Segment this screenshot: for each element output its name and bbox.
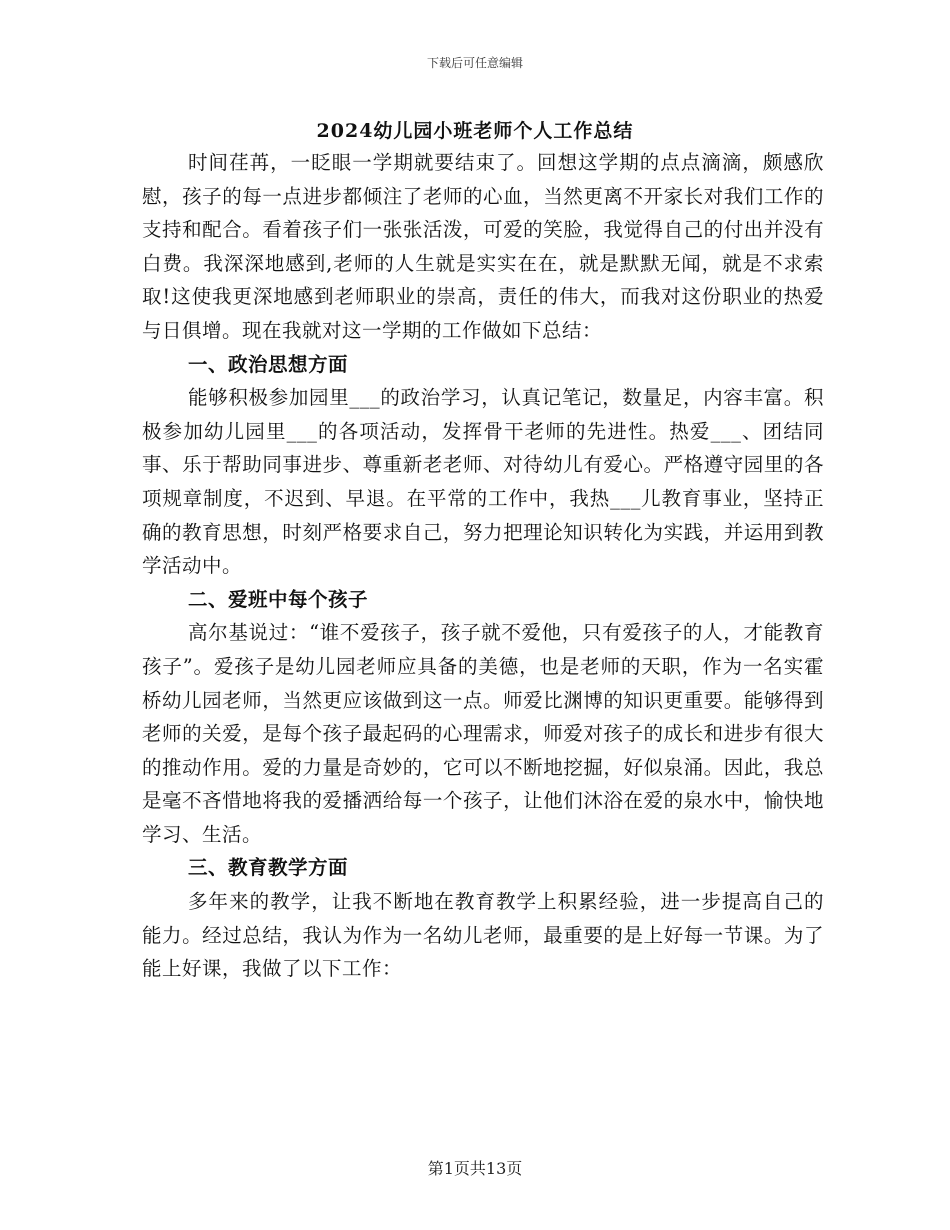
intro-paragraph: 时间荏苒，一眨眼一学期就要结束了。回想这学期的点点滴滴，颇感欣慰，孩子的每一点进步都倾注了老师的心血，当然更离不开家长对我们工作的支持和配合。看着孩子们一张张活泼，可爱的笑脸，我觉得自己的付出并没有白费。我深深地感到,老师的人生就是实实在在，就是默默无闻，就是不求索取!这使我更深地感到老师职业的崇高，责任的伟大，而我对这份职业的热爱与日俱增。现在我就对这一学期的工作做如下总结： — [142, 151, 824, 342]
document-body — [142, 146, 824, 986]
section-heading-teaching: 三、教育教学方面 — [188, 856, 349, 880]
politics-paragraph: 能够积极参加园里___的政治学习，认真记笔记，数量足，内容丰富。积极参加幼儿园里___的各项活动，发挥骨干老师的先进性。热爱___、团结同事、乐于帮助同事进步、尊重新老老师、对待幼儿有爱心。严格遵守园里的各项规章制度，不迟到、早退。在平常的工作中，我热___儿教育事业，坚持正确的教育思想，时刻严格要求自己，努力把理论知识转化为实践，并运用到教学活动中。 — [142, 386, 824, 578]
download-note: 下载后可任意编辑 — [426, 56, 523, 70]
document-title: 2024幼儿园小班老师个人工作总结 — [316, 120, 634, 142]
section-heading-politics: 一、政治思想方面 — [188, 352, 349, 376]
section-heading-love-children: 二、爱班中每个孩子 — [188, 587, 369, 611]
page-number: 第1页共13页 — [427, 1159, 523, 1178]
love-children-paragraph: 高尔基说过：“谁不爱孩子，孩子就不爱他，只有爱孩子的人，才能教育孩子”。爱孩子是幼儿园老师应具备的美德，也是老师的天职，作为一名实霍桥幼儿园老师，当然更应该做到这一点。师爱比渊博的知识更重要。能够得到老师的关爱，是每个孩子最起码的心理需求，师爱对孩子的成长和进步有很大的推动作用。爱的力量是奇妙的，它可以不断地挖掘，好似泉涌。因此，我总是毫不吝惜地将我的爱播洒给每一个孩子，让他们沐浴在爱的泉水中，愉快地学习、生活。 — [142, 621, 824, 846]
teaching-paragraph: 多年来的教学，让我不断地在教育教学上积累经验，进一步提高自己的能力。经过总结，我认为作为一名幼儿老师，最重要的是上好每一节课。为了能上好课，我做了以下工作： — [142, 890, 824, 981]
